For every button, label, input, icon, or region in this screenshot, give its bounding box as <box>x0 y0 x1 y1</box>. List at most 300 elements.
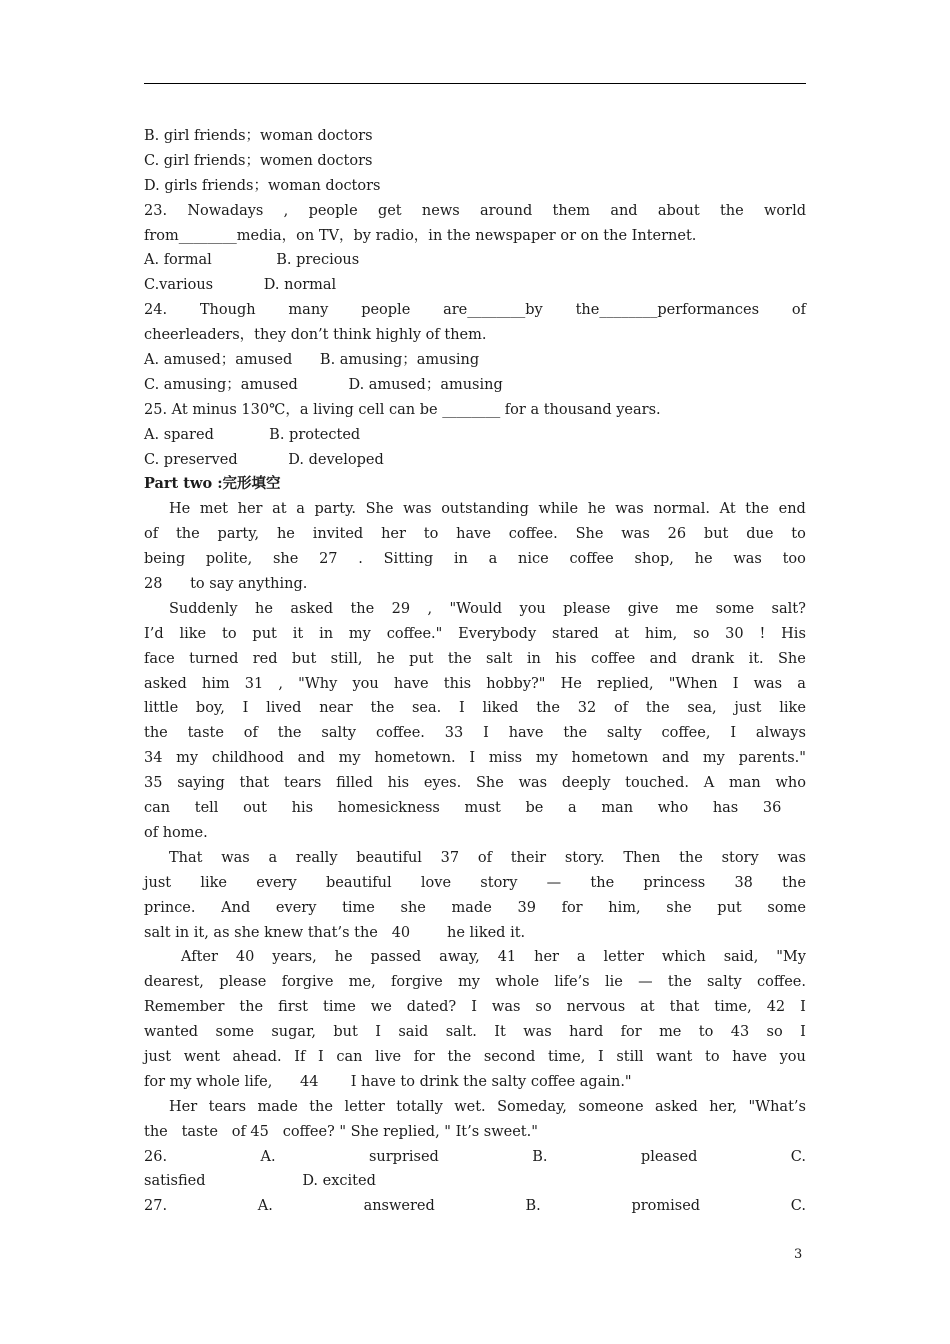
word: he <box>334 949 353 966</box>
word: was <box>615 501 644 518</box>
word: the <box>370 700 395 717</box>
word: 29 <box>391 600 411 617</box>
word: just <box>144 1048 172 1065</box>
word: still, <box>330 650 363 667</box>
word: whole <box>495 974 540 991</box>
passage-line <box>144 970 806 995</box>
word: was <box>753 675 783 692</box>
word: sea. <box>411 700 442 717</box>
word: to <box>791 526 806 543</box>
word: wanted <box>144 1024 199 1041</box>
word: the <box>782 874 806 891</box>
word: his <box>555 650 577 667</box>
word: deeply <box>561 775 611 792</box>
word: It <box>494 1024 506 1041</box>
word: boy, <box>195 700 225 717</box>
word: C. <box>790 1198 806 1215</box>
word: it. <box>748 650 764 667</box>
word: At <box>719 501 736 518</box>
word: I <box>483 725 489 742</box>
word: coffee. <box>375 725 425 742</box>
word: he <box>694 551 713 568</box>
word: asked <box>654 1098 698 1115</box>
q24-stem-line-2: cheerleaders，they don’t think highly of them. <box>144 327 487 344</box>
word: — <box>638 974 653 991</box>
word: can <box>144 800 171 817</box>
word: coffee <box>590 650 636 667</box>
word: you <box>352 675 379 692</box>
word: has <box>712 800 739 817</box>
passage-line <box>144 696 806 721</box>
word: Her <box>169 1098 198 1115</box>
passage-line <box>144 622 806 647</box>
word: I <box>800 1024 806 1041</box>
q24-options-ab: A. amused；amused B. amusing；amusing <box>144 352 480 369</box>
word: 41 <box>497 949 517 966</box>
q23-stem-line-2: from________media，on TV，by radio，in the newspaper or on the Internet. <box>144 227 697 244</box>
word: end <box>778 501 806 518</box>
word: I <box>459 700 465 717</box>
word: at <box>640 999 655 1016</box>
word: some <box>215 1024 254 1041</box>
word: lie <box>604 974 623 991</box>
q22-option-c: C. girl friends；women doctors <box>144 152 373 169</box>
q25-options-cd: C. preserved D. developed <box>144 451 384 468</box>
word: want <box>656 1048 693 1065</box>
word: parents." <box>738 750 806 767</box>
word: I <box>469 750 476 767</box>
q23-options-ab: A. formal B. precious <box>144 252 360 269</box>
passage-line <box>144 871 806 896</box>
word: in <box>453 551 468 568</box>
word: A <box>703 775 715 792</box>
word: His <box>781 625 806 642</box>
word: time, <box>547 1048 586 1065</box>
word: of <box>791 302 806 319</box>
passage-line <box>144 771 806 796</box>
word: the <box>745 501 770 518</box>
word: 40 <box>235 949 255 966</box>
word: 42 <box>766 999 786 1016</box>
word: put <box>409 650 434 667</box>
word: B. <box>525 1198 541 1215</box>
word: coffee. <box>757 974 806 991</box>
word: wet. <box>454 1098 486 1115</box>
word: prince. <box>144 899 196 916</box>
word: the <box>144 725 168 742</box>
word: That <box>169 849 203 866</box>
word: hometown. <box>374 750 456 767</box>
word: the <box>309 1098 333 1115</box>
word: my <box>338 750 361 767</box>
word: me <box>675 600 699 617</box>
word: ! <box>759 625 766 642</box>
word: my <box>458 974 481 991</box>
word: shop, <box>634 551 674 568</box>
word: Someday, <box>497 1098 567 1115</box>
word: was <box>523 1024 552 1041</box>
word: he <box>255 600 273 617</box>
word: for <box>620 1024 642 1041</box>
word: "My <box>776 949 806 966</box>
word: And <box>221 899 251 916</box>
word: coffee. <box>508 526 558 543</box>
word: coffee." <box>386 625 443 642</box>
word: 27. <box>144 1198 168 1215</box>
word: dearest, <box>144 974 204 991</box>
word: outstanding <box>441 501 529 518</box>
word: party. <box>314 501 357 518</box>
passage-line <box>144 1045 806 1070</box>
word: 27 <box>319 551 338 568</box>
word: I <box>732 675 739 692</box>
word: and <box>661 750 690 767</box>
word: salt. <box>445 1024 477 1041</box>
word: C. <box>790 1148 806 1165</box>
word: 26. <box>144 1148 168 1165</box>
passage-line <box>181 945 806 970</box>
word: the <box>447 650 472 667</box>
word: that <box>669 999 700 1016</box>
word: was <box>221 849 250 866</box>
word: was <box>621 526 650 543</box>
word: I <box>597 1048 604 1065</box>
passage-line <box>144 1020 806 1045</box>
word: She <box>575 526 604 543</box>
word: him <box>201 675 230 692</box>
word: the <box>590 874 615 891</box>
word: she <box>400 899 426 916</box>
word: Suddenly <box>169 600 238 617</box>
word: replied, <box>597 675 654 692</box>
word: them <box>552 202 591 219</box>
word: miss <box>488 750 523 767</box>
word: time <box>342 899 375 916</box>
word: 43 <box>730 1024 750 1041</box>
word: 30 <box>725 625 744 642</box>
word: letter <box>603 949 644 966</box>
word: story <box>480 874 518 891</box>
word: was <box>403 501 432 518</box>
word: asked <box>290 600 334 617</box>
word: totally <box>396 1098 443 1115</box>
word: be <box>525 800 544 817</box>
word: normal. <box>653 501 710 518</box>
word: the <box>277 725 302 742</box>
q25-options-ab: A. spared B. protected <box>144 426 361 443</box>
passage-line: 28 to say anything. <box>144 576 308 593</box>
word: She <box>365 501 394 518</box>
word: story. <box>564 849 605 866</box>
word: hometown <box>571 750 649 767</box>
word: He <box>169 501 191 518</box>
word: man <box>728 775 761 792</box>
passage-line: salt in it, as she knew that’s the 40 he liked it. <box>144 924 526 941</box>
word: stared <box>552 625 599 642</box>
word: I <box>471 999 477 1016</box>
passage-line <box>169 497 806 522</box>
word: homesickness <box>337 800 440 817</box>
word: He <box>560 675 582 692</box>
word: the <box>563 725 588 742</box>
word: give <box>627 600 659 617</box>
word: invited <box>312 526 364 543</box>
word: like <box>179 625 207 642</box>
word: childhood <box>211 750 284 767</box>
word: a <box>797 675 806 692</box>
word: world <box>764 202 806 219</box>
word: said, <box>723 949 759 966</box>
word: my <box>535 750 558 767</box>
word: so <box>693 625 710 642</box>
word: have <box>456 526 491 543</box>
word: I <box>375 1024 381 1041</box>
word: his <box>387 775 410 792</box>
word: put <box>717 899 742 916</box>
part-two-heading: Part two :完形填空 <box>144 475 281 493</box>
word: have <box>732 1048 767 1065</box>
word: the________performances <box>575 302 760 319</box>
word: the <box>679 849 703 866</box>
word: , <box>278 675 284 692</box>
word: went <box>183 1048 220 1065</box>
word: A. <box>257 1198 273 1215</box>
word: just <box>144 874 172 891</box>
word: her, <box>709 1098 738 1115</box>
q27-options-line-1 <box>144 1194 806 1219</box>
word: to <box>222 625 237 642</box>
word: her <box>237 501 263 518</box>
passage-line <box>169 597 806 622</box>
passage-line <box>144 672 806 697</box>
word: of <box>243 725 258 742</box>
word: people <box>361 302 411 319</box>
passage-line: for my whole life, 44 I have to drink the salty coffee again." <box>144 1073 632 1090</box>
word: 39 <box>517 899 536 916</box>
word: sugar, <box>271 1024 317 1041</box>
word: too <box>782 551 806 568</box>
word: news <box>421 202 460 219</box>
word: it <box>292 625 304 642</box>
word: I’d <box>144 625 164 642</box>
word: I <box>730 725 737 742</box>
word: can <box>336 1048 363 1065</box>
word: for <box>561 899 583 916</box>
word: nervous <box>566 999 626 1016</box>
q23-stem-line-1 <box>144 199 806 224</box>
word: first <box>278 999 308 1016</box>
word: the <box>447 1048 472 1065</box>
word: and <box>297 750 325 767</box>
word: he <box>276 526 295 543</box>
word: him, <box>608 899 641 916</box>
word: due <box>746 526 774 543</box>
word: are________by <box>443 302 543 319</box>
word: years, <box>272 949 317 966</box>
word: "Would <box>449 600 503 617</box>
word: live <box>375 1048 402 1065</box>
word: the <box>175 526 200 543</box>
word: party, <box>217 526 260 543</box>
q26-options-line-2: satisfied D. excited <box>144 1173 376 1190</box>
word: . <box>358 551 363 568</box>
word: every <box>256 874 297 891</box>
word: made <box>257 1098 298 1115</box>
word: the <box>239 999 264 1016</box>
word: salty <box>321 725 357 742</box>
word: she <box>666 899 692 916</box>
word: me, <box>348 974 376 991</box>
word: was <box>491 999 521 1016</box>
word: a <box>296 501 305 518</box>
word: so <box>766 1024 783 1041</box>
word: near <box>319 700 353 717</box>
word: who <box>657 800 689 817</box>
word: 31 <box>244 675 264 692</box>
word: A. <box>260 1148 276 1165</box>
word: time, <box>714 999 752 1016</box>
word: please <box>563 600 611 617</box>
word: and <box>610 202 638 219</box>
word: salty <box>606 725 642 742</box>
word: lived <box>266 700 302 717</box>
word: salt <box>485 650 513 667</box>
word: about <box>657 202 700 219</box>
passage-line <box>144 522 806 547</box>
word: have <box>393 675 429 692</box>
word: 38 <box>734 874 753 891</box>
word: , <box>283 202 289 219</box>
word: we <box>370 999 392 1016</box>
word: tears <box>283 775 322 792</box>
word: met <box>199 501 229 518</box>
word: was <box>518 775 548 792</box>
word: so <box>535 999 552 1016</box>
word: story <box>721 849 759 866</box>
word: I <box>800 999 806 1016</box>
word: dated? <box>406 999 457 1016</box>
word: Then <box>623 849 661 866</box>
word: Everybody <box>458 625 537 642</box>
word: which <box>661 949 706 966</box>
q24-options-cd: C. amusing；amused D. amused；amusing <box>144 376 503 393</box>
word: she <box>272 551 299 568</box>
q22-option-d: D. girls friends；woman doctors <box>144 177 381 194</box>
word: around <box>479 202 533 219</box>
word: liked <box>482 700 519 717</box>
word: of <box>613 700 629 717</box>
word: ahead. <box>232 1048 282 1065</box>
word: her <box>381 526 406 543</box>
word: B. <box>532 1148 548 1165</box>
word: 24. <box>144 302 168 319</box>
word: salty <box>706 974 742 991</box>
word: forgive <box>391 974 443 991</box>
word: taste <box>187 725 224 742</box>
word: coffee, <box>661 725 711 742</box>
word: "When <box>668 675 718 692</box>
passage-line <box>144 746 806 771</box>
word: every <box>275 899 317 916</box>
word: "Why <box>298 675 338 692</box>
word: a <box>268 849 278 866</box>
word: and <box>649 650 677 667</box>
word: eyes. <box>423 775 462 792</box>
word: She <box>777 650 806 667</box>
word: I <box>242 700 249 717</box>
word: saying <box>177 775 225 792</box>
word: red <box>252 650 278 667</box>
word: but <box>703 526 729 543</box>
passage-line <box>144 896 806 921</box>
word: nice <box>518 551 549 568</box>
word: to <box>423 526 439 543</box>
passage-line <box>144 796 806 821</box>
word: this <box>443 675 472 692</box>
word: letter <box>344 1098 385 1115</box>
word: love <box>420 874 452 891</box>
word: was <box>777 849 806 866</box>
word: while <box>538 501 579 518</box>
word: coffee <box>569 551 614 568</box>
word: his <box>291 800 314 817</box>
word: have <box>508 725 544 742</box>
word: 33 <box>444 725 464 742</box>
word: the <box>719 202 744 219</box>
word: get <box>377 202 402 219</box>
word: 26 <box>667 526 687 543</box>
passage-line: of home. <box>144 824 208 841</box>
word: he <box>587 501 606 518</box>
word: Remember <box>144 999 225 1016</box>
word: drank <box>691 650 735 667</box>
word: 34 <box>144 750 163 767</box>
word: a <box>488 551 498 568</box>
passage-line <box>144 995 806 1020</box>
word: put <box>252 625 277 642</box>
word: man <box>601 800 634 817</box>
word: you <box>779 1048 806 1065</box>
word: 35 <box>144 775 163 792</box>
word: he <box>376 650 395 667</box>
word: the <box>350 600 375 617</box>
word: was <box>733 551 762 568</box>
word: their <box>510 849 547 866</box>
word: please <box>219 974 267 991</box>
word: After <box>181 949 218 966</box>
word: always <box>755 725 806 742</box>
word: to <box>705 1048 720 1065</box>
word: that <box>239 775 270 792</box>
word: Sitting <box>383 551 434 568</box>
word: — <box>546 874 562 891</box>
word: of <box>477 849 492 866</box>
word: turned <box>189 650 239 667</box>
passage-line <box>144 721 806 746</box>
word: who <box>775 775 806 792</box>
word: 32 <box>577 700 597 717</box>
word: like <box>200 874 228 891</box>
word: , <box>427 600 433 617</box>
passage-line <box>144 647 806 672</box>
word: at <box>614 625 630 642</box>
word: surprised <box>368 1148 439 1165</box>
word: tell <box>194 800 219 817</box>
word: hard <box>569 1024 604 1041</box>
word: my <box>702 750 725 767</box>
word: at <box>272 501 287 518</box>
word: away, <box>439 949 480 966</box>
